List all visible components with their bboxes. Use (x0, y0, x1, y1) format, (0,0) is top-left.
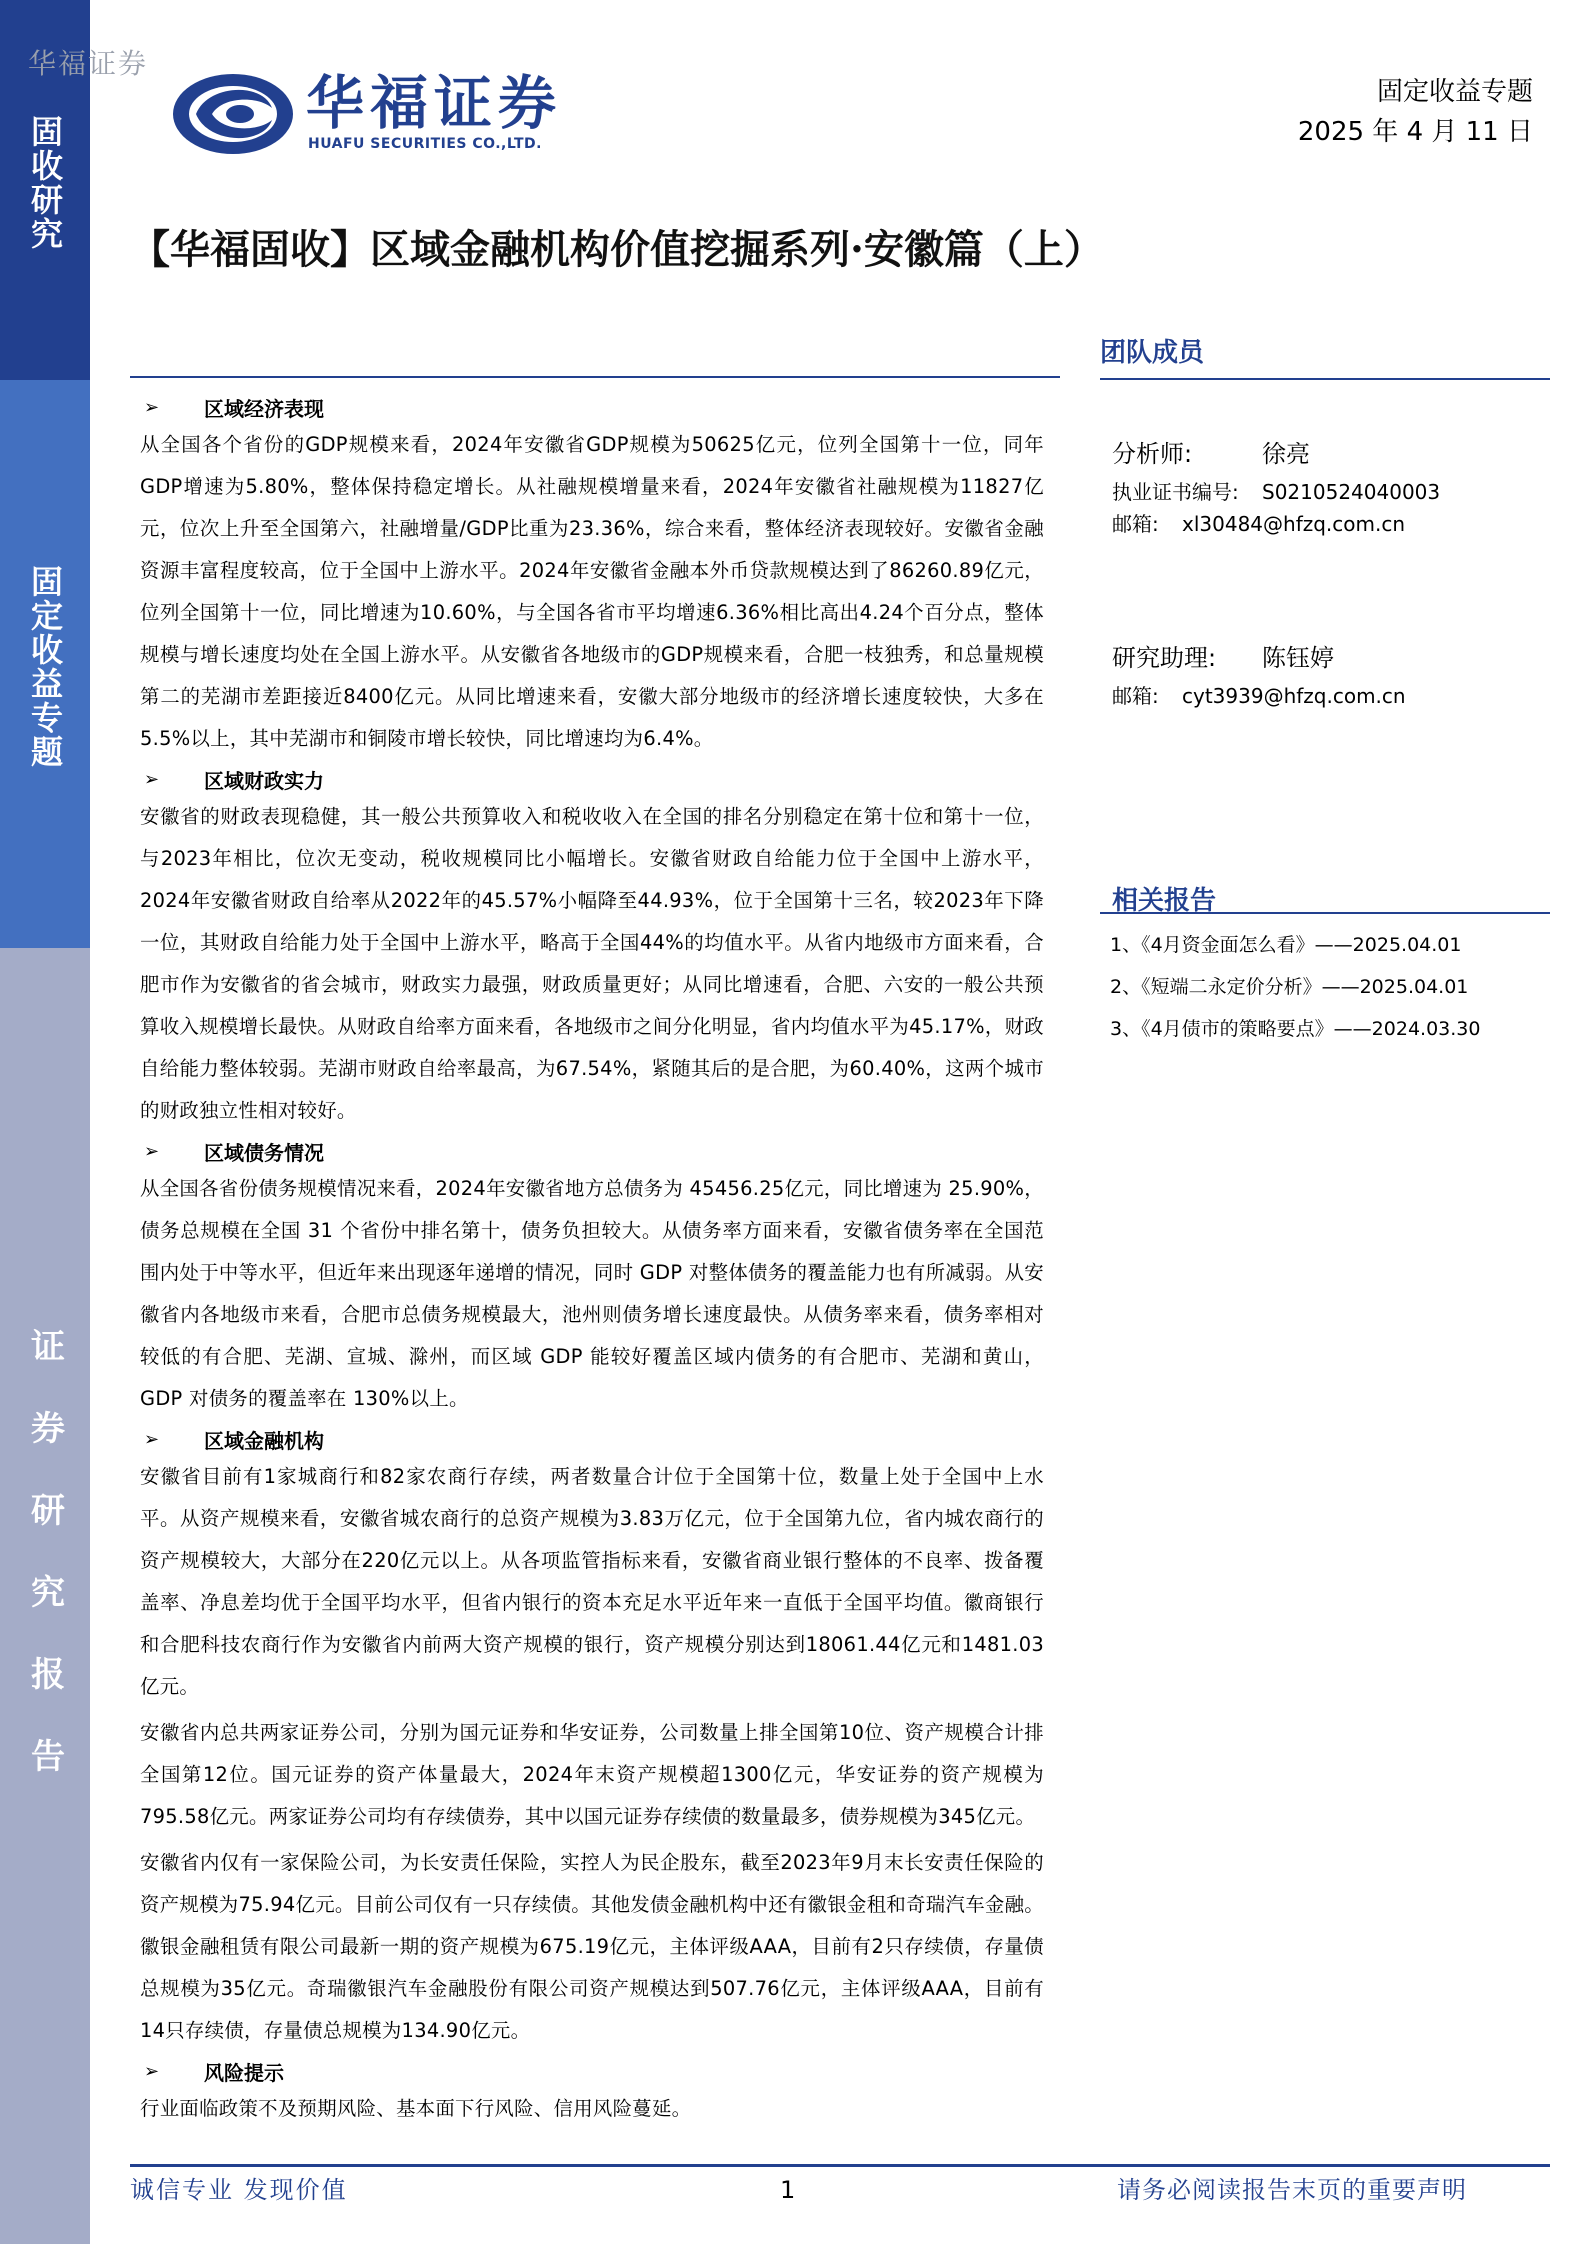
footer-disclaimer: 请务必阅读报告末页的重要声明 (1117, 2176, 1467, 2204)
report-title: 【华福固收】区域金融机构价值挖掘系列·安徽篇（上） (130, 226, 1104, 273)
header-meta (1298, 72, 1533, 152)
analyst-email-link[interactable]: xl30484@hfzq.com.cn (1182, 512, 1406, 536)
section-heading: ➢ 区域财政实力 (140, 762, 1044, 796)
brand-name-en: HUAFU SECURITIES CO.,LTD. (308, 136, 542, 152)
analyst-email-row: 邮箱: xl30484@hfzq.com.cn (1112, 512, 1406, 536)
assistant-row: 研究助理: 陈钰婷 (1112, 638, 1440, 680)
related-divider (1100, 912, 1550, 914)
team-divider (1100, 378, 1550, 380)
arrow-bullet-icon: ➢ (144, 768, 160, 790)
section-paragraph: 行业面临政策不及预期风险、基本面下行风险、信用风险蔓延。 (140, 2097, 692, 2120)
footer-slogan: 诚信专业 发现价值 (130, 2176, 348, 2204)
brand-name-cn: 华福证券 (306, 69, 563, 137)
sidebar-label-top: 固收研究 (26, 115, 64, 251)
report-category: 固定收益专题 (1376, 77, 1533, 107)
section-economy (140, 390, 1044, 760)
arrow-bullet-icon: ➢ (144, 2060, 160, 2082)
related-reports-title: 相关报告 (1112, 886, 1217, 916)
section-paragraph: 安徽省的财政表现稳健，其一般公共预算收入和税收收入在全国的排名分别稳定在第十位和第十一位，与2023年相比，位次无变动，税收规模同比小幅增长。安徽省财政自给能力位于全国中上游水平，2024年安徽省财政自给率从2022年的45.57%小幅降至44.93%，位于全国第十三名，较2023年下降一位，其财政自给能力处于全国中上游水平，略高于全国44%的均值水平。从省内地级市方面来看，合肥市作为安徽省的省会城市，财政实力最强，财政质量更好；从同比增速看，合肥、六安的一般公共预算收入规模增长最快。从财政自给率方面来看，各地级市之间分化明显，省内均值水平为45.17%，财政自给能力整体较弱。芜湖市财政自给率最高，为67.54%，紧随其后的是合肥，为60.40%，这两个城市的财政独立性相对较好。 (140, 805, 1044, 1122)
sidebar-label-bottom: 证券研究报告 (24, 1328, 65, 1820)
related-report-link[interactable]: 1、《4月资金面怎么看》——2025.04.01 (1110, 934, 1462, 956)
assistant-name: 陈钰婷 (1262, 644, 1334, 672)
section-heading: ➢ 区域经济表现 (140, 390, 1044, 424)
arrow-bullet-icon: ➢ (144, 396, 160, 418)
section-fiscal (140, 762, 1044, 1132)
section-paragraph: 安徽省内仅有一家保险公司，为长安责任保险，实控人为民企股东，截至2023年9月末长安责任保险的资产规模为75.94亿元。目前公司仅有一只存续债。其他发债金融机构中还有徽银金租和奇瑞汽车金融。徽银金融租赁有限公司最新一期的资产规模为675.19亿元，主体评级AAA，目前有2只存续债，存量债总规模为35亿元。奇瑞徽银汽车金融股份有限公司资产规模达到507.76亿元，主体评级AAA，目前有14只存续债，存量债总规模为134.90亿元。 (140, 1851, 1044, 2042)
section-paragraph: 安徽省目前有1家城商行和82家农商行存续，两者数量合计位于全国第十位，数量上处于全国中上水平。从资产规模来看，安徽省城农商行的总资产规模为3.83万亿元，位于全国第九位，省内城农商行的资产规模较大，大部分在220亿元以上。从各项监管指标来看，安徽省商业银行整体的不良率、拨备覆盖率、净息差均优于全国平均水平，但省内银行的资本充足水平近年来一直低于全国平均值。徽商银行和合肥科技农商行作为安徽省内前两大资产规模的银行，资产规模分别达到18061.44亿元和1481.03亿元。 (140, 1465, 1044, 1698)
section-heading: ➢ 区域金融机构 (140, 1422, 1044, 1456)
section-paragraph: 从全国各个省份的GDP规模来看，2024年安徽省GDP规模为50625亿元，位列全国第十一位，同年GDP增速为5.80%，整体保持稳定增长。从社融规模增量来看，2024年安徽省社融规模为11827亿元，位次上升至全国第六，社融增量/GDP比重为23.36%，综合来看，整体经济表现较好。安徽省金融资源丰富程度较高，位于全国中上游水平。2024年安徽省金融本外币贷款规模达到了86260.89亿元，位列全国第十一位，同比增速为10.60%，与全国各省市平均增速6.36%相比高出4.24个百分点，整体规模与增长速度均处在全国上游水平。从安徽省各地级市的GDP规模来看，合肥一枝独秀，和总量规模第二的芜湖市差距接近8400亿元。从同比增速来看，安徽大部分地级市的经济增长速度较快，大多在5.5%以上，其中芜湖市和铜陵市增长较快，同比增速均为6.4%。 (140, 433, 1044, 750)
sidebar (0, 0, 90, 2244)
cert-number: S0210524040003 (1262, 480, 1441, 504)
section-heading: ➢ 区域债务情况 (140, 1134, 1044, 1168)
analyst-name: 徐亮 (1262, 440, 1310, 468)
section-paragraph: 安徽省内总共两家证券公司，分别为国元证券和华安证券，公司数量上排全国第10位、资产规模合计排全国第12位。国元证券的资产体量最大，2024年末资产规模超1300亿元，华安证券的资产规模为795.58亿元。两家证券公司均有存续债券，其中以国元证券存续债的数量最多，债券规模为345亿元。 (140, 1721, 1044, 1828)
report-date: 2025 年 4 月 11 日 (1297, 117, 1533, 147)
brand-logo (168, 68, 568, 158)
assistant-email-link[interactable]: cyt3939@hfzq.com.cn (1182, 684, 1406, 708)
team-info (1112, 434, 1440, 710)
section-risk (140, 2054, 1044, 2130)
watermark: 华福证券 (28, 47, 149, 80)
footer-divider (130, 2164, 1550, 2167)
section-paragraph: 从全国各省份债务规模情况来看，2024年安徽省地方总债务为 45456.25亿元，同比增速为 25.90%，债务总规模在全国 31 个省份中排名第十，债务负担较大。从债务率方面来看，安徽省债务率在全国范围内处于中等水平，但近年来出现逐年递增的情况，同时 GDP 对整体债务的覆盖能力也有所减弱。从安徽省内各地级市来看，合肥市总债务规模最大，池州则债务增长速度最快。从债务率来看，债务率相对较低的有合肥、芜湖、宣城、滁州，而区域 GDP 能较好覆盖区域内债务的有合肥市、芜湖和黄山，GDP 对债务的覆盖率在 130%以上。 (140, 1177, 1044, 1410)
team-title: 团队成员 (1100, 338, 1205, 368)
arrow-bullet-icon: ➢ (144, 1428, 160, 1450)
sidebar-segment-bottom (0, 948, 90, 2244)
title-divider (130, 376, 1060, 378)
logo-mark-icon (168, 62, 298, 162)
page-number: 1 (780, 2176, 796, 2204)
main-content (140, 388, 1044, 2130)
related-report-link[interactable]: 3、《4月债市的策略要点》——2024.03.30 (1110, 1018, 1481, 1040)
related-reports-list (1110, 924, 1550, 1050)
section-heading: ➢ 风险提示 (140, 2054, 1044, 2088)
sidebar-segment-middle (0, 380, 90, 948)
sidebar-label-middle: 固定收益专题 (26, 565, 64, 769)
cert-row: 执业证书编号: S0210524040003 (1112, 480, 1441, 504)
section-debt (140, 1134, 1044, 1420)
related-report-link[interactable]: 2、《短端二永定价分析》——2025.04.01 (1110, 976, 1469, 998)
section-institutions (140, 1422, 1044, 2052)
arrow-bullet-icon: ➢ (144, 1140, 160, 1162)
analyst-row: 分析师: 徐亮 (1112, 434, 1440, 476)
assistant-email-row: 邮箱: cyt3939@hfzq.com.cn (1112, 684, 1406, 708)
